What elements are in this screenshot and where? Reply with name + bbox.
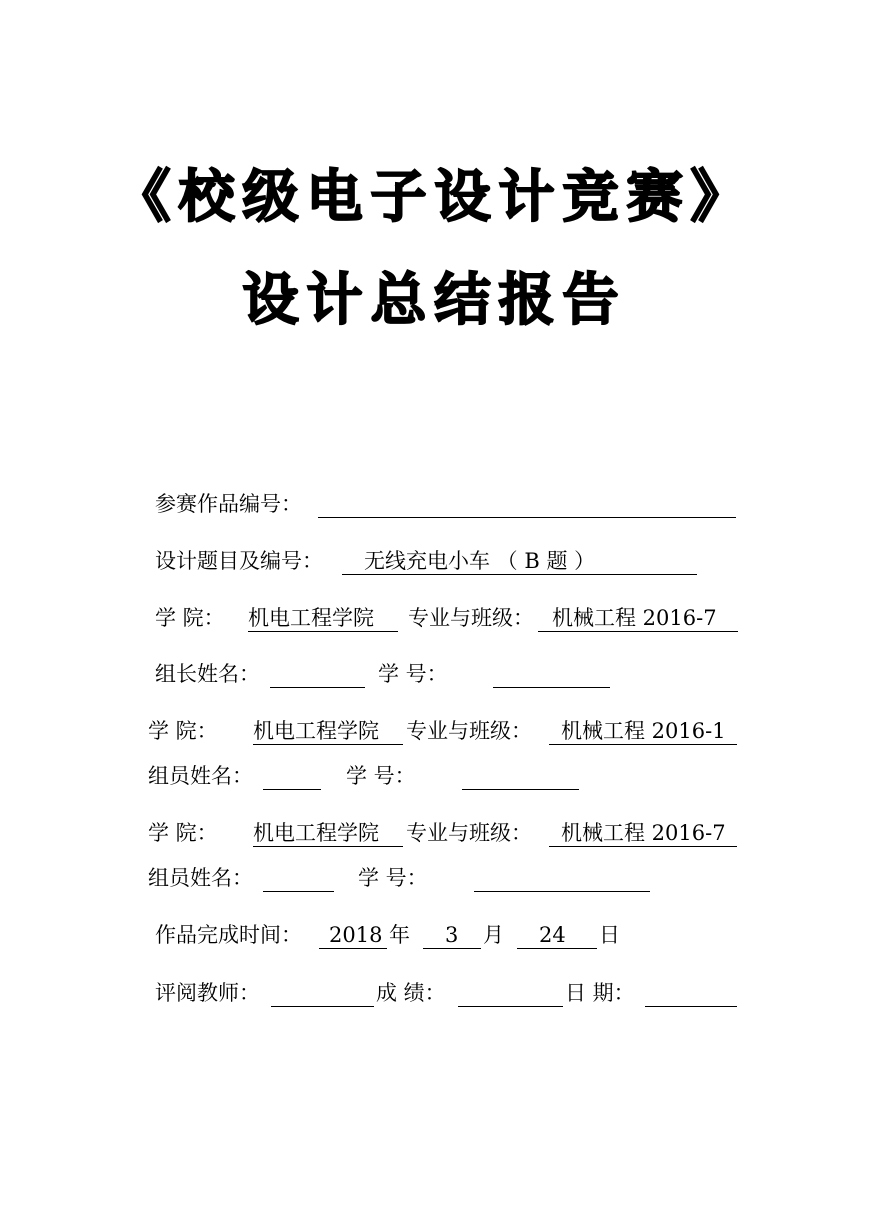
cover-title-line-1: 《校级电子设计竞赛》 (114, 164, 755, 230)
member-1-student-no-label: 学 号： (346, 764, 416, 788)
member-1-college-row (148, 715, 758, 747)
completion-year-value: 2018 (329, 923, 383, 947)
completion-month-value: 3 (445, 923, 459, 947)
member-1-college-field (253, 715, 403, 745)
member-2-major-class-field (549, 817, 737, 847)
topic-row (155, 545, 755, 577)
completion-row (155, 919, 755, 951)
college-label: 学 院： (155, 606, 225, 630)
member-1-name-blank (263, 760, 321, 790)
member-2-major-class-value: 机械工程 2016-7 (561, 821, 726, 845)
member-1-name-row (148, 760, 758, 792)
score-blank (458, 977, 563, 1007)
leader-student-no-blank (493, 658, 610, 688)
member-2-student-no-blank (474, 862, 650, 892)
leader-name-row (155, 658, 755, 690)
topic-value: 无线充电小车 （ B 题 ） (364, 549, 596, 573)
year-unit: 年 (389, 923, 410, 947)
teacher-label: 评阅教师： (155, 981, 260, 1005)
completion-day-field (517, 919, 597, 949)
leader-college-value: 机电工程学院 (248, 606, 374, 630)
score-label: 成 绩： (376, 981, 446, 1005)
entry-number-label: 参赛作品编号： (155, 492, 302, 516)
day-unit: 日 (599, 923, 620, 947)
college-label: 学 院： (148, 719, 218, 743)
leader-college-row (155, 602, 755, 634)
leader-name-blank (270, 658, 365, 688)
major-class-label: 专业与班级： (406, 821, 532, 845)
member-2-name-row (148, 862, 758, 894)
entry-number-row (155, 488, 755, 520)
topic-label: 设计题目及编号： (155, 549, 323, 573)
leader-college-field (248, 602, 398, 632)
leader-student-no-label: 学 号： (378, 662, 448, 686)
member-2-college-row (148, 817, 758, 849)
leader-major-class-field (538, 602, 738, 632)
member-1-major-class-field (549, 715, 737, 745)
member-2-student-no-label: 学 号： (358, 866, 428, 890)
member-1-major-class-value: 机械工程 2016-1 (561, 719, 726, 743)
entry-number-blank (318, 488, 736, 518)
major-class-label: 专业与班级： (406, 719, 532, 743)
teacher-blank (271, 977, 374, 1007)
member-2-college-value: 机电工程学院 (253, 821, 379, 845)
cover-title-line-2: 设计总结报告 (242, 267, 627, 333)
month-unit: 月 (483, 923, 504, 947)
leader-major-class-value: 机械工程 2016-7 (552, 606, 717, 630)
completion-label: 作品完成时间： (155, 923, 302, 947)
member-2-college-field (253, 817, 403, 847)
major-class-label: 专业与班级： (408, 606, 534, 630)
completion-month-field (423, 919, 481, 949)
member-2-name-label: 组员姓名： (148, 866, 253, 890)
completion-day-value: 24 (539, 923, 566, 947)
college-label: 学 院： (148, 821, 218, 845)
date-label: 日 期： (565, 981, 635, 1005)
topic-field (342, 545, 697, 575)
date-blank (645, 977, 737, 1007)
review-row (155, 977, 755, 1009)
member-1-college-value: 机电工程学院 (253, 719, 379, 743)
member-2-name-blank (263, 862, 334, 892)
member-1-student-no-blank (462, 760, 579, 790)
member-1-name-label: 组员姓名： (148, 764, 253, 788)
completion-year-field (319, 919, 387, 949)
leader-name-label: 组长姓名： (155, 662, 260, 686)
